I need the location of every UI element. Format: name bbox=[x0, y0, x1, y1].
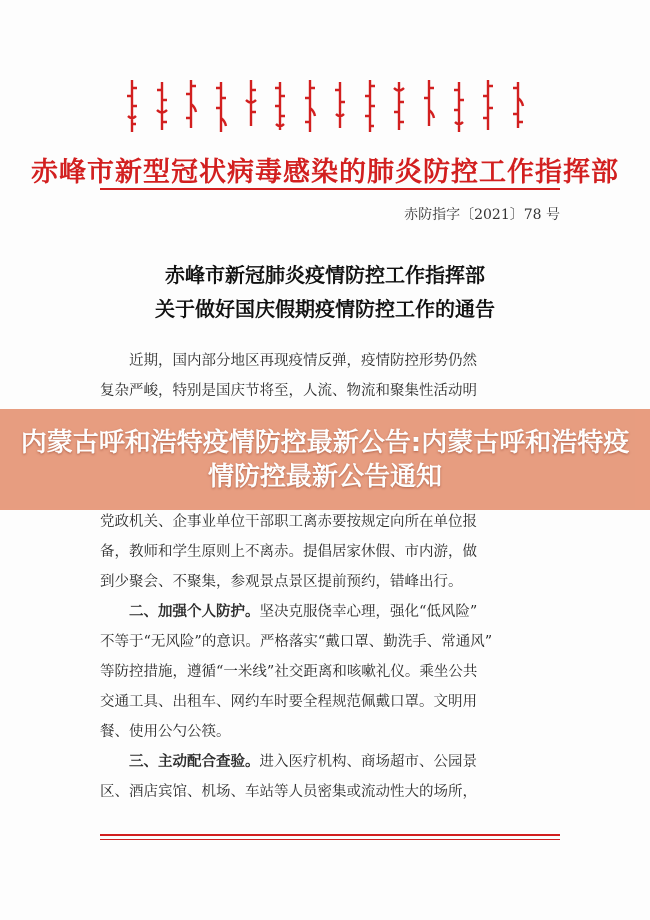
mongolian-glyph bbox=[452, 78, 466, 134]
body-line: 近期，国内部分地区再现疫情反弹，疫情防控形势仍然 bbox=[129, 353, 477, 369]
section-2-heading: 二、加强个人防护。 bbox=[129, 603, 260, 620]
body-line: 区、酒店宾馆、机场、车站等人员密集或流动性大的场所， bbox=[100, 784, 477, 800]
body-line: 不等于“无风险”的意识。严格落实“戴口罩、勤洗手、常通风” bbox=[100, 634, 493, 650]
body-line: 到少聚会、不聚集，参观景点景区提前预约，错峰出行。 bbox=[100, 574, 463, 590]
body-line: 备，教师和学生原则上不离赤。提倡居家休假、市内游，做 bbox=[100, 544, 477, 560]
body-line: 党政机关、企事业单位干部职工离赤要按规定向所在单位报 bbox=[100, 514, 477, 530]
body-line: 复杂严峻，特别是国庆节将至，人流、物流和聚集性活动明 bbox=[100, 383, 477, 399]
document-title bbox=[0, 258, 650, 326]
mongolian-glyph bbox=[214, 78, 228, 134]
mongolian-glyph bbox=[155, 78, 169, 134]
mongolian-glyph bbox=[273, 78, 287, 134]
organization-header: 赤峰市新型冠状病毒感染的肺炎防控工作指挥部 bbox=[31, 157, 619, 188]
banner-text: 内蒙古呼和浩特疫情防控最新公告:内蒙古呼和浩特疫情防控最新公告通知 bbox=[20, 427, 630, 492]
mongolian-glyph bbox=[303, 78, 317, 134]
red-divider-bottom bbox=[100, 834, 560, 836]
mongolian-glyph bbox=[481, 78, 495, 134]
title-line-1: 赤峰市新冠肺炎疫情防控工作指挥部 bbox=[165, 263, 485, 287]
body-line-rest: 坚决克服侥幸心理，强化“低风险” bbox=[259, 604, 478, 620]
title-line-2: 关于做好国庆假期疫情防控工作的通告 bbox=[155, 297, 495, 321]
overlay-banner bbox=[0, 409, 650, 510]
mongolian-script-logo bbox=[125, 78, 525, 138]
red-divider-bottom-thin bbox=[100, 839, 560, 840]
section-3-first-line bbox=[100, 747, 555, 777]
mongolian-glyph bbox=[422, 78, 436, 134]
body-line: 餐、使用公勺公筷。 bbox=[100, 724, 231, 740]
mongolian-glyph bbox=[125, 78, 139, 134]
body-intro bbox=[100, 346, 555, 406]
mongolian-glyph bbox=[333, 78, 347, 134]
body-main bbox=[100, 507, 555, 807]
document-number: 赤防指字〔2021〕78 号 bbox=[404, 207, 560, 223]
mongolian-glyph bbox=[511, 78, 525, 134]
body-line: 交通工具、出租车、网约车时要全程规范佩戴口罩。文明用 bbox=[100, 694, 477, 710]
body-line: 等防控措施，遵循“一米线”社交距离和咳嗽礼仪。乘坐公共 bbox=[100, 664, 478, 680]
mongolian-glyph bbox=[184, 78, 198, 134]
body-line-rest: 进入医疗机构、商场超市、公园景 bbox=[259, 754, 477, 770]
mongolian-glyph bbox=[244, 78, 258, 134]
section-2-first-line bbox=[100, 597, 555, 627]
section-3-heading: 三、主动配合查验。 bbox=[129, 753, 260, 770]
mongolian-glyph bbox=[392, 78, 406, 134]
red-divider-top bbox=[100, 188, 560, 190]
mongolian-glyph bbox=[363, 78, 377, 134]
